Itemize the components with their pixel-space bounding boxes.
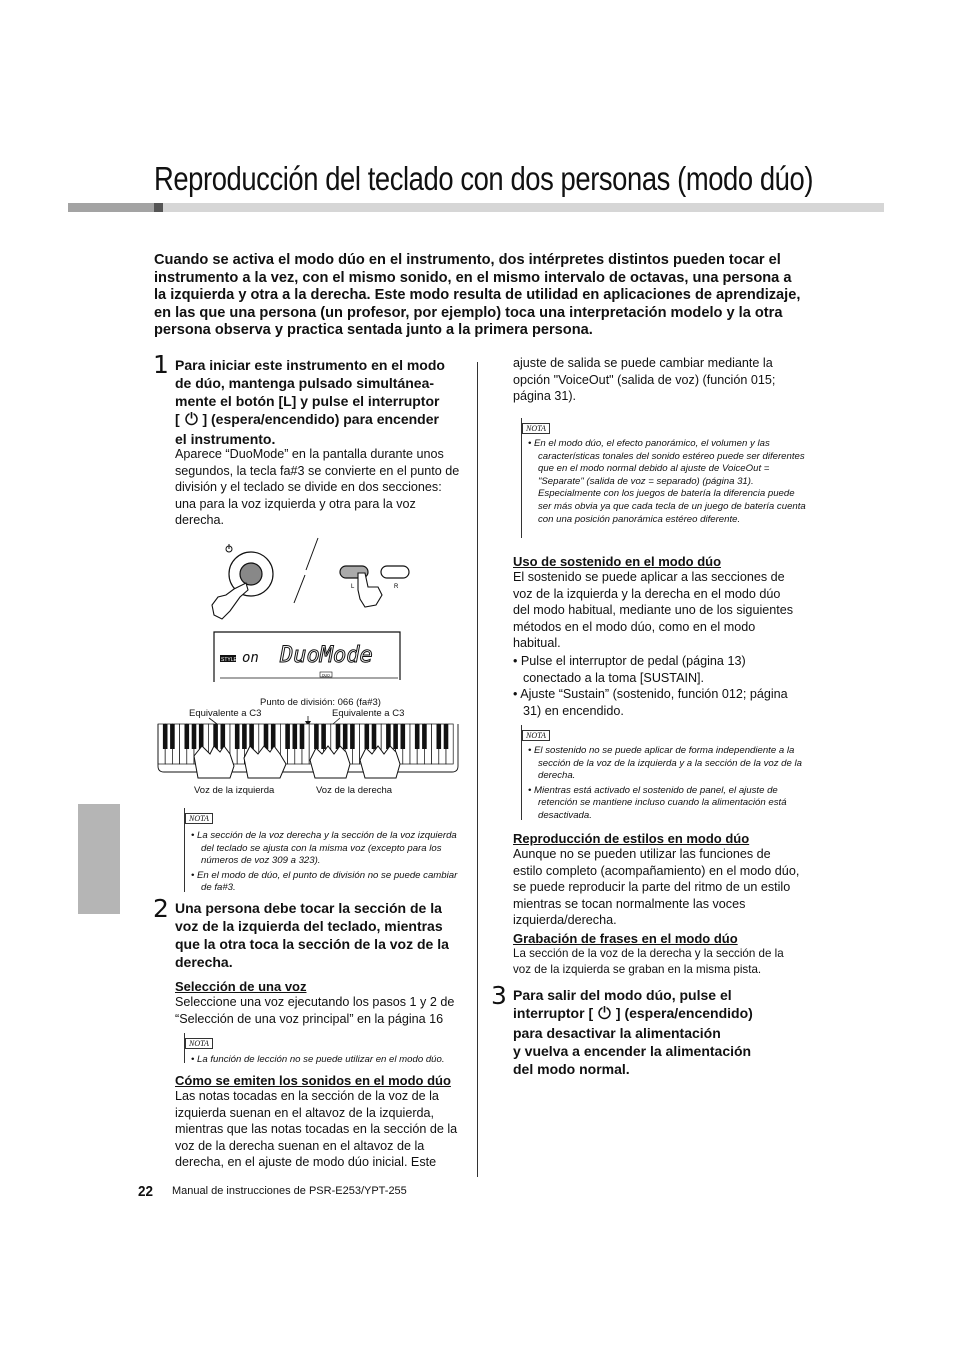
black-key bbox=[242, 724, 247, 749]
column-divider bbox=[477, 362, 478, 1177]
page-title: Reproducción del teclado con dos personas (modo dúo) bbox=[154, 160, 814, 197]
step-1-number: 1 bbox=[153, 350, 169, 379]
black-key bbox=[415, 724, 420, 749]
lcd-style-label: STYLE bbox=[221, 657, 237, 663]
nota-4 bbox=[521, 725, 806, 820]
sustain-bullet: • Ajuste “Sustain” (sostenido, función 012; página 31) en encendido. bbox=[513, 687, 788, 718]
black-key bbox=[393, 724, 398, 749]
step-3-line bbox=[513, 1004, 803, 1024]
step-1-heading-line: Para iniciar este instrumento en el modo bbox=[175, 357, 445, 373]
step-1-heading-line: el instrumento. bbox=[175, 431, 276, 447]
section-tab bbox=[78, 804, 120, 914]
voice-right-label: Voz de la derecha bbox=[316, 785, 393, 796]
step-3-line: del modo normal. bbox=[513, 1061, 630, 1077]
sub-voice-selection: Selección de una voz bbox=[175, 979, 307, 994]
lcd-display bbox=[212, 630, 404, 686]
power-icon bbox=[597, 1005, 612, 1024]
black-key bbox=[185, 724, 190, 749]
black-key bbox=[321, 724, 326, 749]
step-3-line: Para salir del modo dúo, pulse el bbox=[513, 987, 732, 1003]
sub-recording: Grabación de frases en el modo dúo bbox=[513, 931, 738, 946]
black-key bbox=[192, 724, 197, 749]
equiv-right-label: Equivalente a C3 bbox=[332, 708, 405, 719]
btn-l-label: L bbox=[351, 584, 355, 590]
btn-r-label: R bbox=[394, 584, 399, 590]
black-key bbox=[343, 724, 348, 749]
power-icon bbox=[184, 411, 199, 430]
black-key bbox=[372, 724, 377, 749]
title-rule-left bbox=[68, 203, 154, 212]
black-key bbox=[199, 724, 204, 749]
black-key bbox=[336, 724, 341, 749]
nota-tag: NOTA bbox=[522, 423, 550, 434]
bracket-open: [ bbox=[175, 411, 180, 427]
sub-sustain: Uso de sostenido en el modo dúo bbox=[513, 554, 722, 569]
black-key bbox=[285, 724, 290, 749]
intro-paragraph: Cuando se activa el modo dúo en el instrumento, dos intérpretes distintos pueden tocar el instrumento a la vez, con el mismo sonido, en el mismo intervalo de octavas, una persona a la izquierda y otra a la derecha. Este modo resulta de utilidad en aplicaciones de aprendizaje, en las que una persona (un profesor, por ejemplo) toca una interpretación modelo y la otra persona observa y practica sentada junto a la primera persona. bbox=[154, 252, 801, 338]
title-rule bbox=[68, 203, 884, 212]
sub-sound-output-body: Las notas tocadas en la sección de la voz de la izquierda suenan en el altavoz de la izquierda, mientras que las notas tocadas en la sección de la voz de la derecha suenan en el altavoz de la derecha, en el ajuste de modo dúo inicial. Este bbox=[175, 1089, 458, 1169]
title-rule-marker bbox=[154, 203, 163, 212]
black-key bbox=[293, 724, 298, 749]
nota-3 bbox=[521, 418, 806, 538]
sub-recording-body: La sección de la voz de la derecha y la sección de la voz de la izquierda se graban en la misma pista. bbox=[513, 947, 784, 976]
black-key bbox=[350, 724, 355, 749]
sub-style-playback: Reproducción de estilos en modo dúo bbox=[513, 831, 750, 846]
nota-3-item: • En el modo dúo, el efecto panorámico, el volumen y las características tonales del sonido estéreo puede ser diferentes que en el modo normal debido al ajuste de VoiceOut = "Separate" (salida de voz = separado) (página 31). Especialmente con los juegos de batería la diferencia puede ser más obvia ya que cada tecla de un juego de batería cuenta con una posición panorámica estéreo diferente. bbox=[528, 438, 806, 525]
step-2-number: 2 bbox=[153, 894, 169, 923]
step-3-text: ] (espera/encendido) bbox=[615, 1005, 753, 1021]
black-key bbox=[213, 724, 218, 749]
nota-4-item: • Mientras está activado el sostenido de panel, el ajuste de retención se mantiene incluso cuando la alimentación está desactivada. bbox=[528, 784, 787, 821]
step-3-text: interruptor [ bbox=[513, 1005, 594, 1021]
nota-2 bbox=[184, 1033, 466, 1063]
black-key bbox=[437, 724, 442, 749]
lcd-on-text: on bbox=[242, 650, 259, 666]
sub-sound-output: Cómo se emiten los sonidos en el modo dúo bbox=[175, 1073, 451, 1088]
black-key bbox=[163, 724, 168, 749]
step-1-heading-line: mente el botón [L] y pulse el interruptor bbox=[175, 393, 440, 409]
black-key bbox=[235, 724, 240, 749]
black-key bbox=[271, 724, 276, 749]
black-key bbox=[249, 724, 254, 749]
black-key bbox=[314, 724, 319, 749]
nota-1-item: • En el modo de dúo, el punto de división no se puede cambiar de fa#3. bbox=[191, 869, 458, 894]
page-number: 22 bbox=[138, 1183, 154, 1200]
sub-style-playback-body: Aunque no se pueden utilizar las funciones de estilo completo (acompañamiento) en el modo dúo, se puede reproducir la parte del ritmo de un estilo mientras se tocan normalmente las voces izquierda/derecha. bbox=[513, 847, 800, 927]
step-3-number: 3 bbox=[491, 981, 507, 1010]
nota-tag: NOTA bbox=[185, 1038, 213, 1049]
step-3-line: y vuelva a encender la alimentación bbox=[513, 1043, 752, 1059]
black-key bbox=[401, 724, 406, 749]
sub-sustain-body: El sostenido se puede aplicar a las secciones de voz de la izquierda y la derecha en el modo dúo del modo habitual, mediante uno de los siguientes métodos en el modo dúo, como en el modo habitual. bbox=[513, 570, 794, 650]
continued-text: ajuste de salida se puede cambiar mediante la opción "VoiceOut" (salida de voz) (función 015; página 31). bbox=[513, 356, 776, 403]
voice-left-label: Voz de la izquierda bbox=[194, 785, 275, 796]
keyboard-illustration bbox=[150, 716, 465, 780]
black-key bbox=[221, 724, 226, 749]
lcd-duo-label: DUO bbox=[322, 673, 330, 678]
step-1-heading-line: de dúo, mantenga pulsado simultánea- bbox=[175, 375, 435, 391]
black-key bbox=[170, 724, 175, 749]
step-1-heading-line bbox=[175, 410, 470, 430]
equiv-left-label: Equivalente a C3 bbox=[189, 708, 262, 719]
black-key bbox=[300, 724, 305, 749]
nota-1-item: • La sección de la voz derecha y la sección de la voz izquierda del teclado se ajusta con la misma voz (excepto para los números de voz 309 a 323). bbox=[191, 830, 457, 867]
black-key bbox=[264, 724, 269, 749]
nota-1 bbox=[184, 808, 466, 892]
sustain-bullet: • Pulse el interruptor de pedal (página 13) conectado a la toma [SUSTAIN]. bbox=[513, 654, 746, 685]
step-1-body: Aparece “DuoMode” en la pantalla durante unos segundos, la tecla fa#3 se convierte en el punto de división y el teclado se divide en dos secciones: una para la voz izquierda y otra para la voz derecha. bbox=[175, 447, 460, 527]
nota-2-item: • La función de lección no se puede utilizar en el modo dúo. bbox=[191, 1054, 445, 1065]
nota-tag: NOTA bbox=[185, 813, 213, 824]
step-2-heading: Una persona debe tocar la sección de la voz de la izquierda del teclado, mientras que la otra toca la sección de la voz de la derecha. bbox=[175, 900, 449, 970]
black-key bbox=[444, 724, 449, 749]
black-key bbox=[422, 724, 427, 749]
black-key bbox=[386, 724, 391, 749]
step-3-heading bbox=[513, 986, 803, 1078]
lcd-main-text: DuoMode bbox=[280, 643, 373, 668]
split-point-label: Punto de división: 066 (fa#3) bbox=[260, 697, 381, 708]
nota-tag: NOTA bbox=[522, 730, 550, 741]
nota-4-item: • El sostenido no se puede aplicar de forma independiente a la sección de la voz de la izquierda y a la sección de la voz de la derecha. bbox=[528, 745, 802, 782]
step-1-heading bbox=[175, 356, 470, 448]
power-symbol-small bbox=[226, 544, 232, 552]
step-3-line: para desactivar la alimentación bbox=[513, 1025, 721, 1041]
bracket-close-text: ] (espera/encendido) para encender bbox=[202, 411, 439, 427]
black-key bbox=[365, 724, 370, 749]
footer-text: Manual de instrucciones de PSR-E253/YPT-255 bbox=[172, 1185, 407, 1197]
sub-voice-selection-body: Seleccione una voz ejecutando los pasos 1 y 2 de “Selección de una voz principal” en la página 16 bbox=[175, 995, 455, 1026]
